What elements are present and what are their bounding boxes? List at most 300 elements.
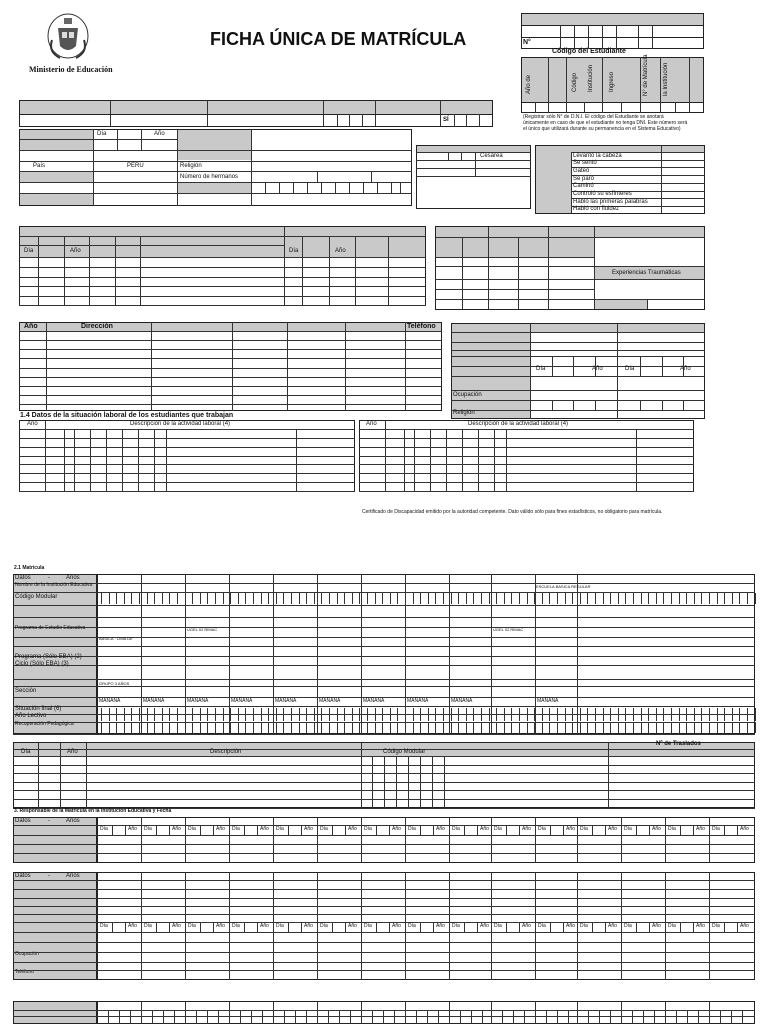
resp-tick (251, 1010, 252, 1024)
resp-tick (196, 1010, 197, 1024)
mat-tick (489, 722, 490, 733)
code-cell-divider (638, 25, 639, 49)
resp-col-line (665, 1001, 666, 1024)
mat-row-label-6: Ciclo (Sólo EBA) (3) (15, 661, 69, 667)
work-row-line (359, 456, 694, 457)
birth-cell-divider (279, 182, 280, 193)
resp-date-divider (389, 825, 390, 835)
mat-tick (207, 708, 208, 721)
mat-tick (481, 708, 482, 721)
mat-tick (367, 708, 368, 721)
code-cell-divider (584, 102, 585, 113)
work-row-line (359, 482, 694, 483)
work-row-line (19, 482, 355, 483)
resp-tick (163, 1010, 164, 1024)
mat-tick (755, 722, 756, 733)
experiencias-label: Experiencias Traumáticas (612, 270, 681, 276)
addr-row-line (19, 340, 442, 341)
mat-tick (656, 708, 657, 721)
mat-tick (276, 722, 277, 733)
resp-ano: Año (652, 826, 661, 832)
birth-cell-divider (371, 171, 372, 182)
addr-col-line (151, 322, 152, 411)
mat-row-label-5: Programa (Sólo EBA) (2) (15, 654, 82, 660)
mat-tick (610, 708, 611, 721)
parents-col-line (595, 400, 596, 410)
mat-turno-7: MAÑANA (407, 698, 429, 704)
mat-tick (701, 708, 702, 721)
work-row-line (359, 491, 694, 492)
mat-tick (572, 708, 573, 721)
pais-value[interactable]: PERÚ (127, 163, 144, 169)
resp-dia: Día (494, 826, 502, 832)
resp-dia: Día (452, 826, 460, 832)
resp-ano: Año (392, 826, 401, 832)
code-cell-divider (675, 102, 676, 113)
resp-col-line (229, 1001, 230, 1024)
mat-tick (443, 593, 444, 604)
work-row-line (359, 438, 694, 439)
resp2-datos: Datos (15, 873, 31, 879)
mat-tick (625, 593, 626, 604)
disability-note: Certificado de Discapacidad emitido por la autoridad competente. Dato válido sólo para fines estadísticos, no obligatorio para matrícula. (362, 509, 663, 515)
parents-row-line (451, 332, 705, 333)
trasl-row-line (13, 799, 755, 800)
resp-ano: Año (522, 826, 531, 832)
resp-dia: Día (364, 826, 372, 832)
dev-item-1: Se sentó (573, 160, 597, 167)
resp-tick (416, 1010, 417, 1024)
mat-tick (321, 722, 322, 733)
mat-tick (504, 593, 505, 604)
addr-ano: Año (24, 323, 38, 330)
mat-tick (382, 708, 383, 721)
resp-dia: Día (538, 826, 546, 832)
mat-tick (747, 722, 748, 733)
mat-tick (405, 708, 406, 721)
dev-row-line (571, 167, 705, 168)
parents-col-line (683, 400, 684, 410)
parents-row-line (451, 390, 705, 391)
work-row-line (359, 447, 694, 448)
mat-tick (124, 708, 125, 721)
mat-turno-0: MAÑANA (99, 698, 121, 704)
resp-row-line (13, 898, 755, 899)
resp-date-divider (420, 922, 421, 932)
resp-dia: Día (624, 826, 632, 832)
mat-tick (359, 722, 360, 733)
code-label: Código del Estudiante (552, 48, 626, 55)
resp-ano: Año (260, 826, 269, 832)
code-cell-divider (689, 102, 690, 113)
resp-date-divider (519, 825, 520, 835)
resp-date-divider (156, 922, 157, 932)
addr-row-line (19, 386, 442, 387)
mat-turno-6: MAÑANA (363, 698, 385, 704)
resp-row-line (13, 962, 755, 963)
resp-date-divider (693, 825, 694, 835)
resp-dia: Día (100, 826, 108, 832)
mat-tick (443, 708, 444, 721)
resp-row-line (13, 906, 755, 907)
addr-col-line (232, 322, 233, 411)
resp-dia: Día (144, 923, 152, 929)
code-note-2: únicamente en caso de que el estudiante no tenga DNI. Este número será (523, 120, 688, 126)
parents-ocupacion: Ocupación (453, 392, 482, 398)
addr-row-line (19, 377, 442, 378)
page-title: FICHA ÚNICA DE MATRÍCULA (210, 29, 467, 49)
birth-cell-divider (265, 182, 266, 193)
resp-col-line (449, 817, 450, 863)
resp-date-divider (724, 825, 725, 835)
mat-dash: - (48, 575, 50, 581)
traslados-header: Nº de Traslados (656, 741, 701, 747)
resp-date-divider (301, 922, 302, 932)
resp-ano: Año (172, 923, 181, 929)
resp-tick (742, 1010, 743, 1024)
mat-tick (663, 708, 664, 721)
mat-row-label-12: Recuperación Pedagógica (15, 721, 74, 727)
mat-tick (420, 708, 421, 721)
resp-tick (394, 1010, 395, 1024)
mat-tick (648, 708, 649, 721)
mat-tick (405, 722, 406, 733)
mat-tick (701, 593, 702, 604)
resp-dia: Día (668, 923, 676, 929)
birth-cell-divider (307, 182, 308, 193)
mat-col-line (577, 574, 578, 734)
resp-date-divider (288, 825, 289, 835)
resp-col-line (229, 817, 230, 863)
resp-row-line (13, 853, 755, 854)
mat-tick (557, 593, 558, 604)
resp-ano: Año (740, 826, 749, 832)
id-values-row[interactable] (19, 114, 493, 127)
mat-tick (337, 722, 338, 733)
mat-tick (527, 708, 528, 721)
birth-cell-divider (321, 182, 322, 193)
mat-tick (519, 593, 520, 604)
mat-tick (268, 708, 269, 721)
health-ano2: Año (335, 248, 346, 254)
mat-row-label-10: Situación final (6) (15, 706, 62, 712)
mat-tick (337, 593, 338, 604)
resp-date-divider (636, 825, 637, 835)
resp-date-divider (592, 922, 593, 932)
mat-tick (709, 722, 710, 733)
resp-tick (339, 1010, 340, 1024)
mat-tick (603, 722, 604, 733)
parents-row-line (451, 410, 705, 411)
resp-ano: Año (304, 923, 313, 929)
mat-tick (747, 593, 748, 604)
resp-row-line (13, 880, 755, 881)
mat-tick (101, 722, 102, 733)
mat-tick (283, 593, 284, 604)
resp-date-divider (680, 825, 681, 835)
mat-tick (230, 722, 231, 733)
mat-tick (413, 722, 414, 733)
mat-tick (739, 708, 740, 721)
address-block (19, 322, 442, 411)
mat-tick (147, 722, 148, 733)
resp-tick (654, 1010, 655, 1024)
mat-small-0: ESCUELA BASICA REGULAR (536, 584, 591, 589)
mat-tick (390, 722, 391, 733)
mat-tick (124, 593, 125, 604)
resp-date-divider (200, 825, 201, 835)
mat-tick (572, 722, 573, 733)
mat-tick (724, 593, 725, 604)
mat-tick (572, 593, 573, 604)
mat-col-line (317, 574, 318, 734)
resp-date-divider (332, 922, 333, 932)
mat-tick (268, 593, 269, 604)
resp-date-divider (592, 825, 593, 835)
resp-tick (295, 1010, 296, 1024)
mat-tick (413, 708, 414, 721)
mat-tick (511, 593, 512, 604)
resp-date-divider (464, 825, 465, 835)
resp-ano: Año (566, 923, 575, 929)
resp-dia: Día (712, 826, 720, 832)
mat-tick (549, 593, 550, 604)
trasl-row-line (13, 773, 755, 774)
resp-tick (588, 1010, 589, 1024)
id-header-row (19, 100, 493, 115)
resp-dia: Día (668, 826, 676, 832)
mat-row-label-3: Programa de Estudio Educativa (15, 625, 86, 631)
mat-tick (238, 708, 239, 721)
col-matricula: N° de Matrícula (643, 54, 649, 96)
code-cell-divider (574, 25, 575, 49)
mat-tick (717, 708, 718, 721)
resp-date-divider (156, 825, 157, 835)
resp-ano: Año (128, 923, 137, 929)
mat-tick (527, 593, 528, 604)
resp-date-divider (519, 922, 520, 932)
mat-tick (306, 722, 307, 733)
mat-tick (223, 593, 224, 604)
mat-tick (527, 722, 528, 733)
mat-tick (299, 593, 300, 604)
work-row-line (19, 464, 355, 465)
resp-ano: Año (216, 923, 225, 929)
resp-ano: Año (696, 923, 705, 929)
birth-cell-divider (335, 182, 336, 193)
mat-tick (671, 708, 672, 721)
resp-date-divider (724, 922, 725, 932)
dev-item-3: Se paró (573, 175, 595, 182)
mat-tick (732, 708, 733, 721)
addr-col-line (345, 322, 346, 411)
mat-row-line (13, 706, 755, 707)
resp-date-divider (506, 825, 507, 835)
mat-tick (299, 722, 300, 733)
trasl-row-line (13, 790, 755, 791)
mat-tick (504, 722, 505, 733)
resp-tick (240, 1010, 241, 1024)
addr-col-line (46, 322, 47, 411)
resp-tick (524, 1010, 525, 1024)
mat-row-line (13, 665, 755, 666)
mat-tick (253, 722, 254, 733)
mat-tick (587, 708, 588, 721)
mat-tick (177, 708, 178, 721)
mat-tick (473, 708, 474, 721)
resp-tick (720, 1010, 721, 1024)
parents-row-line (451, 350, 705, 351)
health-row-line (19, 286, 426, 287)
birth-cell-divider (400, 182, 401, 193)
mat-row-label-1: Código Modular (15, 594, 58, 600)
resp-col-line (185, 817, 186, 863)
mat-tick (359, 593, 360, 604)
mat-tick (701, 722, 702, 733)
resp-tick (108, 1010, 109, 1024)
mat-tick (344, 722, 345, 733)
mat-tick (473, 593, 474, 604)
dev-item-6: Habló las primeras palabras (573, 198, 648, 205)
parents-col-line (552, 400, 553, 410)
hermanos-label: Número de hermanos (180, 174, 239, 180)
mat-tick (420, 722, 421, 733)
mat-tick (200, 722, 201, 733)
trasl-row-line (13, 782, 755, 783)
resp-tick (698, 1010, 699, 1024)
resp-tick (546, 1010, 547, 1024)
parents-row-line (451, 356, 705, 357)
mat-tick (215, 708, 216, 721)
resp-ano: Año (522, 923, 531, 929)
mat-tick (139, 708, 140, 721)
mat-tick (375, 593, 376, 604)
mat-tick (390, 708, 391, 721)
work-row-line (19, 447, 355, 448)
resp-row-line (13, 889, 755, 890)
mat-tick (709, 593, 710, 604)
mat-tick (610, 593, 611, 604)
mat-tick (648, 722, 649, 733)
resp-col-line (709, 817, 710, 863)
resp-date-divider (125, 922, 126, 932)
mat-tick (458, 722, 459, 733)
work-title: 1.4 Datos de la situación laboral de los estudiantes que trabajan (20, 412, 234, 419)
resp-row-line (13, 835, 755, 836)
resp-tick (502, 1010, 503, 1024)
parents-ano: Año (592, 366, 603, 372)
resp-col-line (577, 817, 578, 863)
code-cell-divider (560, 25, 561, 49)
resp-date-divider (112, 825, 113, 835)
mat-row-line (13, 656, 755, 657)
work-row-line (359, 464, 694, 465)
mat-tick (192, 593, 193, 604)
resp-date-divider (169, 825, 170, 835)
mat-tick (352, 722, 353, 733)
mat-tick (663, 722, 664, 733)
dev-item-2: Gateó (573, 167, 590, 174)
resp-dia: Día (100, 923, 108, 929)
mat-tick (162, 593, 163, 604)
resp-tick (568, 1010, 569, 1024)
mat-tick (656, 722, 657, 733)
resp-col-line (405, 817, 406, 863)
mat-tick (466, 593, 467, 604)
mat-datos: Datos (15, 575, 31, 581)
resp-date-divider (244, 825, 245, 835)
mat-tick (557, 708, 558, 721)
trasl-dia: Día (21, 749, 31, 755)
mat-tick (116, 593, 117, 604)
resp-ano: Año (436, 923, 445, 929)
mat-col-line (361, 574, 362, 734)
mat-tick (679, 593, 680, 604)
resp-date-divider (477, 922, 478, 932)
mat-row-line (13, 679, 755, 680)
mat-tick (663, 593, 664, 604)
mat-row-line (13, 734, 755, 735)
resp-date-divider (200, 922, 201, 932)
parents-col-line (573, 400, 574, 410)
resp-dia: Día (452, 923, 460, 929)
mat-tick (116, 722, 117, 733)
resp-tick (207, 1010, 208, 1024)
resp-dia: Día (188, 826, 196, 832)
resp-tick (599, 1010, 600, 1024)
resp1-grid[interactable] (97, 817, 755, 863)
col-ingreso: Ingreso (609, 71, 615, 92)
resp-date-divider (680, 922, 681, 932)
resp-date-divider (693, 922, 694, 932)
mat-tick (215, 722, 216, 733)
mat-col-line (491, 574, 492, 734)
mat-tick (466, 708, 467, 721)
mat-tick (405, 593, 406, 604)
dev-item-0: Levantó la cabeza (573, 152, 622, 159)
mat-tick (739, 593, 740, 604)
mat-row-line (13, 605, 755, 606)
resp-tick (471, 1010, 472, 1024)
resp-date-divider (563, 825, 564, 835)
mat-tick (565, 593, 566, 604)
mat-tick (709, 708, 710, 721)
mat-tick (641, 708, 642, 721)
mat-row-line (13, 627, 755, 628)
resp1-dash: - (48, 818, 50, 824)
mat-tick (694, 722, 695, 733)
mat-tick (603, 593, 604, 604)
parents-dia: Día (536, 366, 546, 372)
mat-tick (458, 593, 459, 604)
addr-row-line (19, 404, 442, 405)
mat-tick (686, 708, 687, 721)
parents-row-line (451, 400, 705, 401)
resp-col-line (621, 817, 622, 863)
mat-small-4: GRUPO 3 AÑOS (99, 681, 130, 686)
resp-dia: Día (276, 826, 284, 832)
work-row-line (19, 491, 355, 492)
resp-tick (731, 1010, 732, 1024)
code-cell-divider (602, 25, 603, 49)
mat-row-line (13, 583, 755, 584)
resp-col-line (665, 817, 666, 863)
resp-dia: Día (320, 826, 328, 832)
work-row-line (19, 473, 355, 474)
mat-tick (565, 708, 566, 721)
resp-date-divider (257, 922, 258, 932)
parents-col-line (617, 323, 618, 419)
